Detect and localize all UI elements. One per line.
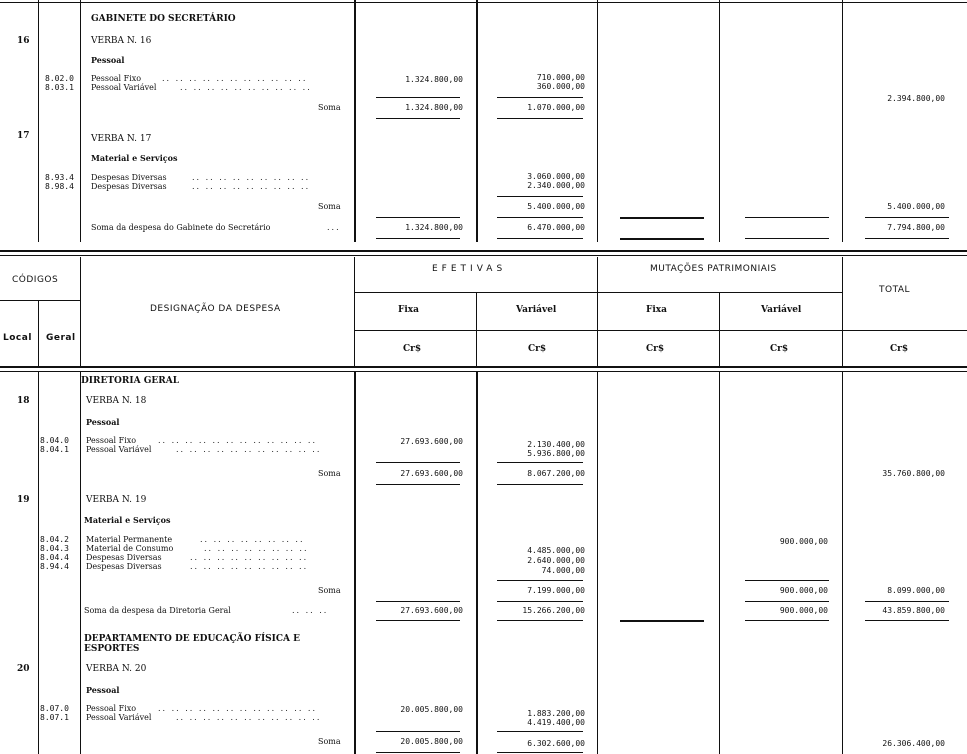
row-leader-dots: .. .. .. .. .. .. .. .. .. .. .. .. bbox=[158, 704, 318, 713]
rule-variavel bbox=[597, 372, 598, 754]
row-code: 8.04.4 bbox=[40, 553, 69, 562]
verba20-label: VERBA N. 20 bbox=[86, 664, 147, 674]
sum-rule bbox=[865, 217, 949, 218]
header-variavel: Variável bbox=[516, 305, 557, 315]
header-geral: Geral bbox=[46, 333, 76, 343]
sum-rule bbox=[745, 620, 829, 621]
row-code: 8.93.4 bbox=[45, 173, 74, 182]
row-leader-dots: .. .. .. .. .. .. .. .. .. .. .. bbox=[162, 74, 308, 83]
row-code: 8.02.0 bbox=[45, 74, 74, 83]
variavel-value: 5.936.800,00 bbox=[527, 449, 585, 458]
soma-label: Soma bbox=[318, 202, 341, 211]
row-code: 8.07.1 bbox=[40, 713, 69, 722]
sum-rule bbox=[865, 601, 949, 602]
variavel-value: 1.883.200,00 bbox=[527, 709, 585, 718]
sum-rule bbox=[376, 118, 460, 119]
verba20-group: Pessoal bbox=[86, 685, 120, 695]
verba19-label: VERBA N. 19 bbox=[86, 495, 147, 505]
soma-geral-total: 43.859.800,00 bbox=[882, 606, 945, 615]
sum-rule bbox=[620, 620, 704, 622]
row-desc: Pessoal Fixo bbox=[86, 704, 137, 713]
row-desc: Pessoal Fixo bbox=[86, 436, 137, 445]
verba19-group: Material e Serviços bbox=[84, 515, 171, 525]
row-leader-dots: ... bbox=[327, 223, 341, 232]
verba17-number: 17 bbox=[17, 131, 30, 141]
row-desc: Material Permanente bbox=[86, 535, 173, 544]
header-rule bbox=[597, 257, 598, 367]
row-total: 2.394.800,00 bbox=[887, 94, 945, 103]
sum-rule bbox=[497, 620, 583, 621]
header-mutacoes: MUTAÇÕES PATRIMONIAIS bbox=[650, 264, 777, 274]
sum-rule bbox=[865, 620, 949, 621]
rule-mut-var bbox=[842, 372, 843, 754]
soma-label: Soma bbox=[318, 586, 341, 595]
rule-variavel bbox=[597, 0, 598, 242]
row-desc: Despesas Diversas bbox=[91, 182, 167, 191]
row-leader-dots: .. .. .. .. .. .. .. .. .. .. .. .. bbox=[158, 436, 318, 445]
row-leader-dots: .. .. .. .. .. .. .. .. .. bbox=[190, 562, 309, 571]
section2-title: DIRETORIA GERAL bbox=[81, 376, 180, 386]
row-leader-dots: .. .. .. .. .. .. .. .. bbox=[204, 544, 309, 553]
sum-rule bbox=[376, 484, 460, 485]
row-desc: Despesas Diversas bbox=[86, 553, 162, 562]
soma-variavel: 6.302.600,00 bbox=[527, 739, 585, 748]
soma-geral-fixa: 1.324.800,00 bbox=[405, 223, 463, 232]
header-bottom-rule bbox=[0, 366, 967, 368]
header-rule bbox=[38, 300, 39, 367]
row-desc: Material de Consumo bbox=[86, 544, 174, 553]
row-code: 8.04.1 bbox=[40, 445, 69, 454]
sum-rule bbox=[745, 601, 829, 602]
row-total: 8.099.000,00 bbox=[887, 586, 945, 595]
sum-rule bbox=[497, 752, 583, 753]
row-code: 8.98.4 bbox=[45, 182, 74, 191]
sum-rule bbox=[865, 238, 949, 239]
row-leader-dots: .. .. .. .. .. .. .. .. .. .. bbox=[180, 83, 312, 92]
header-mut-variavel: Variável bbox=[761, 305, 802, 315]
currency-label: Cr$ bbox=[890, 344, 909, 354]
header-fixa: Fixa bbox=[398, 305, 420, 315]
rule-local bbox=[38, 372, 39, 754]
soma-fixa: 20.005.800,00 bbox=[400, 737, 463, 746]
row-total: 5.400.000,00 bbox=[887, 202, 945, 211]
header-rule bbox=[354, 330, 967, 331]
variavel-value: 360.000,00 bbox=[536, 82, 585, 91]
row-leader-dots: .. .. .. .. .. .. .. .. bbox=[200, 535, 305, 544]
verba17-label: VERBA N. 17 bbox=[91, 134, 152, 144]
sum-rule bbox=[620, 217, 704, 219]
row-leader-dots: .. .. .. .. .. .. .. .. .. .. .. bbox=[176, 445, 322, 454]
row-code: 8.03.1 bbox=[45, 83, 74, 92]
mut-variavel-value: 900.000,00 bbox=[779, 537, 828, 546]
variavel-value: 4.419.400,00 bbox=[527, 718, 585, 727]
row-desc: Pessoal Variável bbox=[86, 713, 152, 722]
variavel-value: 4.485.000,00 bbox=[527, 546, 585, 555]
sum-rule bbox=[497, 217, 583, 218]
header-total: TOTAL bbox=[879, 285, 911, 295]
currency-label: Cr$ bbox=[528, 344, 547, 354]
rule-local bbox=[38, 0, 39, 242]
verba16-number: 16 bbox=[17, 36, 30, 46]
header-bottom-rule-2 bbox=[0, 371, 967, 372]
verba20-number: 20 bbox=[17, 664, 30, 674]
sum-rule bbox=[497, 196, 583, 197]
sum-rule bbox=[376, 238, 460, 239]
variavel-value: 2.130.400,00 bbox=[527, 440, 585, 449]
soma-geral-variavel: 15.266.200,00 bbox=[522, 606, 585, 615]
soma-fixa: 1.324.800,00 bbox=[405, 103, 463, 112]
sum-rule bbox=[376, 752, 460, 753]
verba19-number: 19 bbox=[17, 495, 30, 505]
header-rule bbox=[80, 257, 81, 367]
soma-geral-label: Soma da despesa do Gabinete do Secretário bbox=[91, 223, 271, 232]
sum-rule bbox=[497, 601, 583, 602]
sum-rule bbox=[376, 601, 460, 602]
row-leader-dots: .. .. .. .. .. .. .. .. .. bbox=[192, 182, 311, 191]
rule-designacao bbox=[354, 0, 356, 242]
header-rule bbox=[842, 257, 843, 367]
soma-variavel: 8.067.200,00 bbox=[527, 469, 585, 478]
sum-rule bbox=[745, 580, 829, 581]
row-desc: Pessoal Variável bbox=[91, 83, 157, 92]
sum-rule bbox=[497, 462, 583, 463]
row-leader-dots: .. .. .. bbox=[292, 606, 329, 615]
header-top-rule-2 bbox=[0, 255, 967, 256]
rule-geral bbox=[80, 0, 81, 242]
row-desc: Despesas Diversas bbox=[91, 173, 167, 182]
top-rule bbox=[0, 2, 967, 3]
header-efetivas: EFETIVAS bbox=[432, 264, 507, 274]
header-mut-fixa: Fixa bbox=[646, 305, 668, 315]
fixa-value: 27.693.600,00 bbox=[400, 437, 463, 446]
sum-rule bbox=[745, 217, 829, 218]
currency-label: Cr$ bbox=[646, 344, 665, 354]
sum-rule bbox=[497, 118, 583, 119]
sum-rule bbox=[745, 238, 829, 239]
verba16-label: VERBA N. 16 bbox=[91, 36, 152, 46]
row-code: 8.04.0 bbox=[40, 436, 69, 445]
soma-variavel: 5.400.000,00 bbox=[527, 202, 585, 211]
soma-geral-label: Soma da despesa da Diretoria Geral bbox=[84, 606, 231, 615]
soma-geral-total: 7.794.800,00 bbox=[887, 223, 945, 232]
header-codigos: CÓDIGOS bbox=[12, 275, 59, 285]
header-designacao: DESIGNAÇÃO DA DESPESA bbox=[150, 304, 281, 314]
row-code: 8.94.4 bbox=[40, 562, 69, 571]
soma-geral-variavel: 6.470.000,00 bbox=[527, 223, 585, 232]
soma-mut-variavel: 900.000,00 bbox=[779, 586, 828, 595]
sum-rule bbox=[497, 238, 583, 239]
sum-rule bbox=[376, 462, 460, 463]
row-code: 8.04.3 bbox=[40, 544, 69, 553]
row-leader-dots: .. .. .. .. .. .. .. .. .. bbox=[190, 553, 309, 562]
row-desc: Pessoal Variável bbox=[86, 445, 152, 454]
fixa-value: 20.005.800,00 bbox=[400, 705, 463, 714]
soma-geral-fixa: 27.693.600,00 bbox=[400, 606, 463, 615]
sum-rule bbox=[497, 97, 583, 98]
sum-rule bbox=[376, 731, 460, 732]
header-rule bbox=[354, 257, 355, 367]
verba17-group: Material e Serviços bbox=[91, 153, 178, 163]
row-code: 8.04.2 bbox=[40, 535, 69, 544]
rule-mut-fixa bbox=[719, 372, 720, 754]
header-top-rule bbox=[0, 250, 967, 252]
rule-mut-fixa bbox=[719, 0, 720, 242]
sum-rule bbox=[376, 620, 460, 621]
row-total: 35.760.800,00 bbox=[882, 469, 945, 478]
rule-designacao bbox=[354, 372, 356, 754]
verba18-label: VERBA N. 18 bbox=[86, 396, 147, 406]
verba16-group: Pessoal bbox=[91, 55, 125, 65]
header-rule bbox=[354, 292, 842, 293]
section3-title: DEPARTAMENTO DE EDUCAÇÃO FÍSICA E bbox=[84, 634, 301, 644]
currency-label: Cr$ bbox=[770, 344, 789, 354]
sum-rule bbox=[376, 97, 460, 98]
currency-label: Cr$ bbox=[403, 344, 422, 354]
row-desc: Pessoal Fixo bbox=[91, 74, 142, 83]
rule-geral bbox=[80, 372, 81, 754]
row-code: 8.07.0 bbox=[40, 704, 69, 713]
variavel-value: 710.000,00 bbox=[536, 73, 585, 82]
soma-variavel: 7.199.000,00 bbox=[527, 586, 585, 595]
variavel-value: 2.340.000,00 bbox=[527, 181, 585, 190]
soma-geral-mut: 900.000,00 bbox=[779, 606, 828, 615]
variavel-value: 74.000,00 bbox=[541, 566, 585, 575]
sum-rule bbox=[376, 217, 460, 218]
section3-title-2: ESPORTES bbox=[84, 644, 140, 654]
header-rule bbox=[0, 300, 80, 301]
sum-rule bbox=[497, 484, 583, 485]
soma-fixa: 27.693.600,00 bbox=[400, 469, 463, 478]
soma-label: Soma bbox=[318, 469, 341, 478]
sum-rule bbox=[620, 238, 704, 240]
variavel-value: 2.640.000,00 bbox=[527, 556, 585, 565]
variavel-value: 3.060.000,00 bbox=[527, 172, 585, 181]
soma-label: Soma bbox=[318, 103, 341, 112]
soma-variavel: 1.070.000,00 bbox=[527, 103, 585, 112]
row-leader-dots: .. .. .. .. .. .. .. .. .. .. .. bbox=[176, 713, 322, 722]
sum-rule bbox=[497, 580, 583, 581]
verba18-number: 18 bbox=[17, 396, 30, 406]
row-total: 26.306.400,00 bbox=[882, 739, 945, 748]
header-local: Local bbox=[3, 333, 32, 343]
fixa-value: 1.324.800,00 bbox=[405, 75, 463, 84]
section1-title: GABINETE DO SECRETÁRIO bbox=[91, 14, 236, 24]
sum-rule bbox=[497, 731, 583, 732]
soma-label: Soma bbox=[318, 737, 341, 746]
row-leader-dots: .. .. .. .. .. .. .. .. .. bbox=[192, 173, 311, 182]
verba18-group: Pessoal bbox=[86, 417, 120, 427]
row-desc: Despesas Diversas bbox=[86, 562, 162, 571]
